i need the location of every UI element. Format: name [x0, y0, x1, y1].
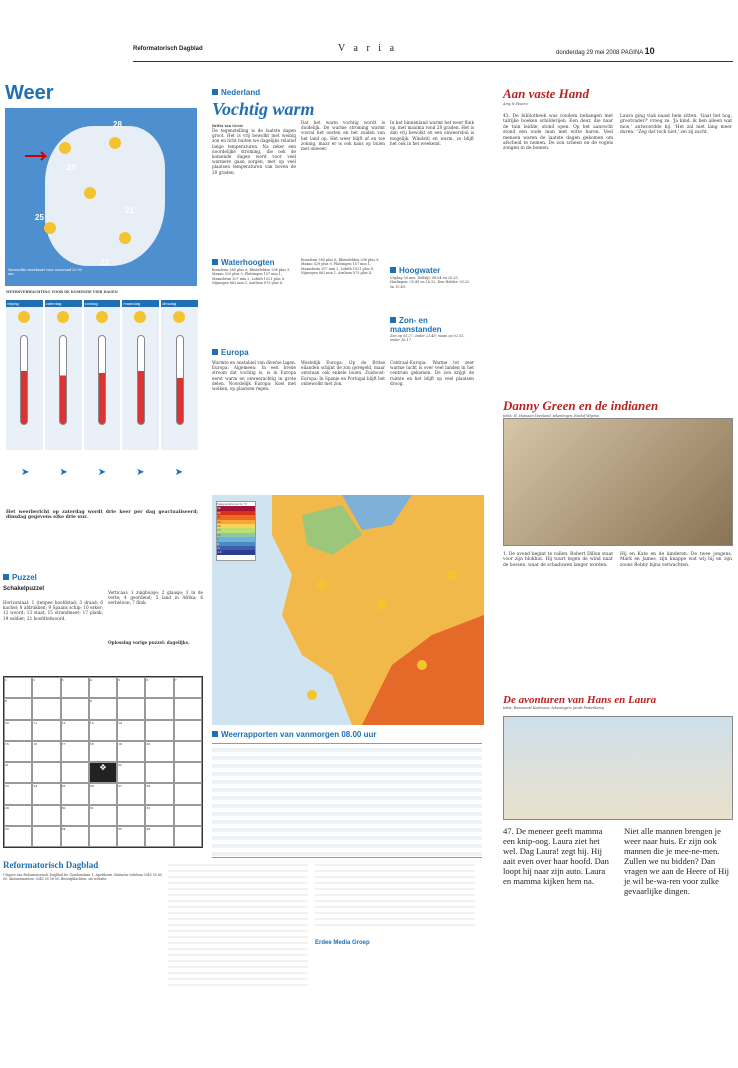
forecast-day: vrijdag: [6, 300, 43, 450]
sun-icon: [84, 187, 96, 199]
waterhoogten-label: Waterhoogten: [212, 258, 274, 267]
puzzel-diamond-icon: ✥: [89, 762, 117, 783]
weerrapport-section: [212, 730, 482, 858]
temperature-legend: Temperaturen in °C 40 35 30 25 20 15 10 5 0 -5 -10: [216, 501, 256, 561]
vaste-hand-byline: Amy le Feuvre: [503, 102, 528, 106]
weerrapport-table: [212, 743, 482, 858]
europa-label: Europa: [212, 348, 482, 357]
danny-title: Danny Green en de indianen: [503, 398, 659, 413]
wind-row: [6, 452, 198, 492]
map-temp: 20: [67, 163, 76, 172]
nederland-col3: In het binnenland warmt het weer flink op, met maxima rond 28 graden. Het is dan vrij bewolkt en een onweersbui is mogelijk. Windstil en warm, zo blijft het ook in het weekend.: [390, 120, 474, 146]
weer-column: [3, 80, 203, 560]
hans-laura-title: De avonturen van Hans en Laura: [503, 694, 657, 706]
tarieven-table: [168, 860, 308, 990]
sun-icon: [109, 137, 121, 149]
nederland-label: Nederland: [212, 88, 482, 97]
sun-icon: [59, 142, 71, 154]
paper-name: Reformatorisch Dagblad: [133, 46, 203, 52]
sun-icon: [119, 232, 131, 244]
sun-icon: [377, 600, 387, 610]
colofon-title: Reformatorisch Dagblad: [3, 860, 99, 870]
puzzel-grid: 1 2 3 4 5 6 7 8 9 10 11 12 13 14 15 16 17 18 19 20 21 ✥ 22 23 24 25 26 27 28 29 30 31 32 33 34 35 36: [3, 676, 203, 848]
info-boxes: [212, 258, 474, 310]
colofon: [3, 860, 163, 882]
map-temp: 25: [35, 213, 44, 222]
wind-icon: ➤: [174, 466, 183, 478]
sun-icon: [417, 660, 427, 670]
hans-laura-col1: 47. De meneer geeft mamma een knip-oog. Laura ziet het wel. Dag Laura! zegt hij. Hij aait even over haar hoofd. Dan loopt hij naar zijn auto. Laura en mamma kijken hem na.: [503, 826, 609, 886]
publisher-logo: Erdee Media Groep: [315, 940, 370, 946]
forecast-days: [6, 300, 198, 450]
weerrapport-title: Weerrapporten van vanmorgen 08.00 uur: [212, 730, 482, 739]
wind-arrow-icon: [25, 152, 45, 160]
puzzel-horizontaal: Horizontaal: 1 (tenpee hoofdstad; 3 draad; 6 kachel; 8 afdrukken; 9 Spaans schip; 10 erker; 12 woord; 13 staat; 15 strandmeer; 17 plank; 19 soldier; 21 hoofdtelwoord.: [3, 600, 103, 621]
europe-map: [212, 495, 484, 725]
sun-icon: [44, 222, 56, 234]
waterhoogten-text: Borndorn 380 plus 6, Rheinfelden 298 plus 9, Maxau 529 plus 9, Plattingen 157 min 1, Maxmheim 307 min 2, Lobith 1021 plus 8, Nijmegen 862 min 1, Arnhem 875 plus 4.: [212, 268, 291, 286]
forecast-day: maandag: [122, 300, 159, 450]
zon-text: Zon op 05.27, onder 21.46; maan op 02.51, onder 16.17.: [390, 334, 465, 343]
vaste-hand-col2: Laura ging vlak naast hem zitten. 'Gaat het nog, grootvader?' vroeg ze. 'Ja kind, ik ben alleen wat moe,' antwoordde hij. 'Het zal niet lang meer duren.' 'Zeg dat toch niet,' zei zij zacht.: [620, 114, 732, 136]
vaste-hand-title: Aan vaste Hand: [503, 86, 589, 101]
danny-illustration: [503, 418, 733, 546]
danny-caption-1: 1. De avond begint te vallen. Robert Dillon staat voor zijn blokhut. Hij tuurt tegen de wind naar de bossen, waar de schaduwen langer worden.: [503, 552, 613, 568]
forecast-day: zondag: [84, 300, 121, 450]
forecast-day: zaterdag: [45, 300, 82, 450]
sun-icon: [307, 690, 317, 700]
nederland-col1: De tegenstelling is de laatste dagen groot. Het is vrij bewolkt met weinig zon en licht buiten we dagelijks relatief lange temperaturen. Na zeker een noordelijke stroming, die ook de komende dagen werd voor veel warmere gaan zorgen, met op veel plaatsen temperaturen van boven de 20 graden.: [212, 128, 296, 175]
waterhoogten-text-2: Borndorn 380 plus 6, Rheinfelden 298 plus 9, Maxau 529 plus 9, Plattingen 157 min 1, Maxmheim 307 min 2, Lobith 1021 plus 8, Nijmegen 862 min 1, Arnhem 875 plus 4.: [301, 258, 380, 276]
nederland-col2: Dat het warm vochtig wordt is duidelijk. De warme stroming warmt vooral het oosten en het zuiden van het land op. Het weer blijft af en toe zonnig, maar er is ook kans op buien met onweer.: [301, 120, 385, 152]
sun-icon: [447, 570, 457, 580]
danny-section: [503, 398, 733, 418]
puzzel-title: Schakelpuzzel: [3, 586, 45, 592]
section-title: V a r i a: [338, 43, 398, 54]
forecast-day: dinsdag: [161, 300, 198, 450]
header-rule: [133, 61, 733, 62]
puzzel-verticaal: Verticaal: 1 zuigbuisje; 2 glaasje; 3 in de verte; 4 geordend; 5 land in Afrika; 6 eerbetoon; 7 flink.: [108, 590, 203, 606]
hans-laura-illustration: [503, 716, 733, 820]
hoogwater-text: Vrijdag 30 mei. Delfzijl: 08.04 en 20.25, Harlingen: 05.49 en 18.12, Den Helder: 03.25 en 15.49.: [390, 276, 470, 289]
weather-map: [5, 108, 197, 286]
puzzel-label: Puzzel: [3, 573, 203, 582]
wind-icon: ➤: [97, 466, 107, 478]
europa-section: [212, 348, 482, 357]
page-header: [0, 40, 738, 60]
puzzel-oplossing: Oplossing vorige puzzel: dagelijks.: [108, 640, 190, 645]
map-temp: 28: [113, 120, 122, 129]
map-temp: 21: [125, 206, 134, 215]
hans-laura-col2: Niet alle mannen brengen je weer naar huis. Er zijn ook mannen die je mee-ne-men. Zullen we nu bidden? Dan vragen we aan de Heere of Hij je wil be-wa-ren voor zulke gevaarlijke dingen.: [624, 826, 729, 896]
vaste-hand-section: [503, 86, 733, 106]
colofon-text: Uitgave van Reformatorisch Dagblad bv. Gasthuislaan 1, Apeldoorn. Redactie telefoon 0345 55 65 00. Abonnementen: 0345 55 58 00. Bezorgklachten: zie website.: [3, 873, 162, 882]
wind-icon: ➤: [59, 466, 68, 478]
zon-label: Zon- en maanstanden: [390, 316, 474, 334]
europa-col1: Warmte en onstabiel van diverse lagen. Europa: Algemeen: In een brede stroom dat vochtig is, is in Europa eerst warm en onweerachtig in grote delen. Noordelijk Europa: Koel met wolken, op plaatsen regen.: [212, 360, 296, 392]
hoogwater-label: Hoogwater: [390, 266, 440, 275]
hans-laura-byline: tekst: Rosemond Koolmees, tekeningen: Jacob Pasterkamp: [503, 706, 604, 710]
wind-icon: ➤: [136, 466, 145, 478]
date-page: donderdag 29 mei 2008 PAGINA 10: [556, 46, 655, 56]
europa-col2: Westelijk Europa: Op de Britse eilanden schijnt de zon geregeld, maar ontstaan ook enkele buien. Zuidoost-Europa: In Spanje en Portugal blijft het onbewolkt met zon.: [301, 360, 385, 386]
nederland-byline: Britta van Geest: [212, 124, 243, 128]
nederland-title: Vochtig warm: [212, 99, 315, 119]
wind-icon: ➤: [21, 466, 30, 478]
europa-col3: Centraal-Europa: Warme tot zeer warme lucht is over veel landen in het centrum gekomen. De zon krijgt de ruimte en het blijft op veel plaatsen droog.: [390, 360, 474, 386]
forecast-caption: WEERSVERWACHTING VOOR DE KOMENDE VIER DAGEN: [6, 290, 118, 294]
zon-box: [390, 316, 474, 343]
hans-laura-section: [503, 694, 733, 710]
danny-byline: tekst: H. Hanssen Veenland, tekeningen: Roelof Wijsma: [503, 414, 599, 418]
contact-text: [315, 860, 475, 930]
danny-caption-2: Hij en Kate en de kinderen. De twee jongens, Mark en James, zijn knappe wat wij hij en zijn zoons Bobby bijna verwachten.: [620, 552, 732, 568]
map-temp: 23: [100, 258, 109, 267]
weer-footer: Het weerbericht op zaterdag wordt drie keer per dag geactualiseerd; dinsdag gegevens elke drie uur.: [6, 510, 198, 521]
sun-icon: [317, 580, 327, 590]
vaste-hand-col1: 43. De bibliotheek was rondom behangen met talrijke boeken schilderijen. Een deur, die naar de tuin leidde, stond open. Op het aanrecht stond een oude man met witte haren. Veel mensen waren de laatste dagen gekomen om afscheid te nemen. De zon scheen en de vogels zongen in de bomen.: [503, 114, 613, 152]
map-caption: Verwachte weerkaart voor vanavond 20:00 uur: [8, 268, 82, 277]
weer-title: Weer: [5, 82, 54, 104]
